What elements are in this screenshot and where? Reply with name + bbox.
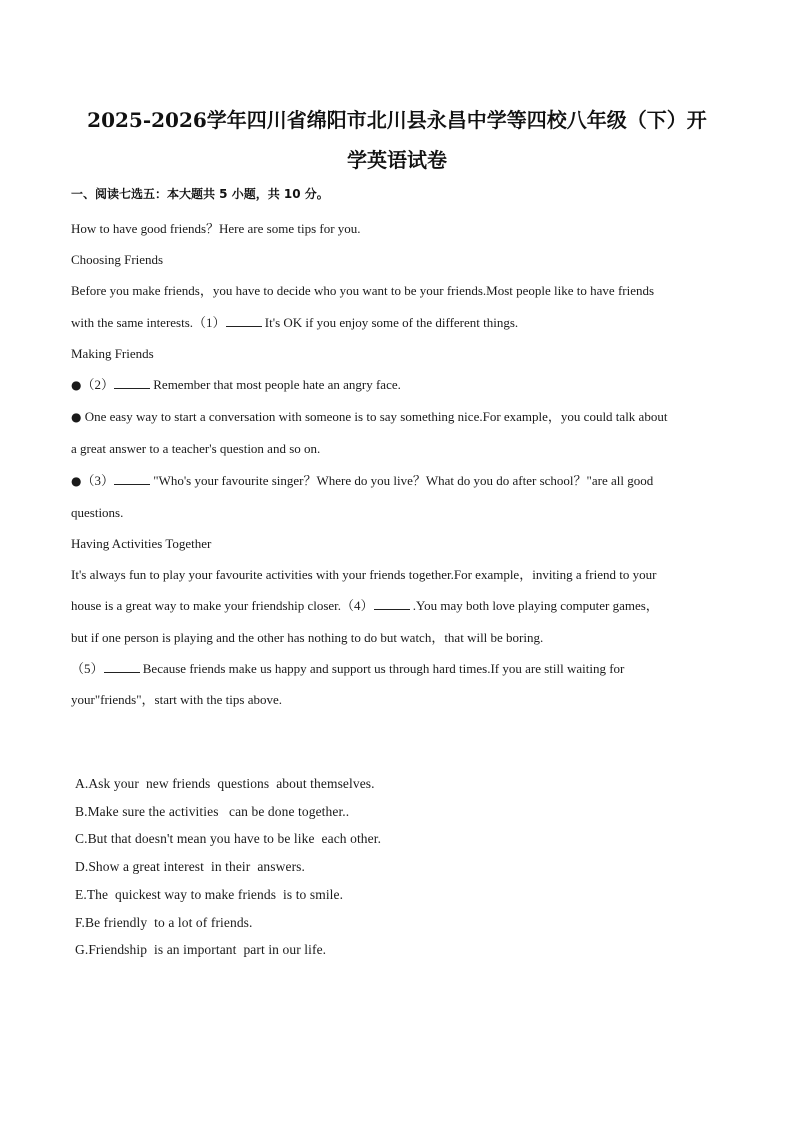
bullet-item-2-line1 [71, 401, 721, 433]
blank-5-label: （5） [71, 660, 104, 676]
answer-blank-4 [374, 597, 410, 610]
activities-line2-rest: .You may both love playing computer games， [409, 598, 659, 614]
blank-2-label: （2） [81, 377, 114, 393]
bullet-item-2-line2: a great answer to a teacher's question and so on. [71, 441, 321, 457]
answer-blank-3 [114, 472, 150, 485]
option-f: F.Be friendly to a lot of friends. [75, 914, 253, 930]
bullet-item-3-text: "Who's your favourite singer？Where do you live？What do you do after school？"are all good [150, 472, 654, 488]
bullet-icon: ● [71, 473, 82, 488]
bullet-item-2-text: One easy way to start a conversation with someone is to say something nice.For example，you could talk about [81, 409, 668, 425]
bullet-icon: ● [71, 410, 82, 425]
bullet-item-1-text: Remember that most people hate an angry face. [150, 377, 401, 393]
choosing-paragraph-line2 [71, 307, 721, 338]
activities-line3: but if one person is playing and the other has nothing to do but watch，that will be boring. [71, 629, 544, 645]
option-c: C.But that doesn't mean you have to be like each other. [75, 831, 382, 847]
answer-blank-5 [104, 660, 140, 673]
answer-blank-2 [114, 376, 150, 389]
exam-title-line2: 学英语试卷 [347, 148, 447, 172]
closing-line1-text: Because friends make us happy and support us through hard times.If you are still waiting for [139, 660, 625, 676]
bullet-item-1 [71, 369, 721, 401]
activities-heading: Having Activities Together [71, 536, 212, 552]
answer-blank-1 [226, 314, 262, 327]
exam-title [60, 100, 734, 180]
closing-line1 [71, 653, 721, 684]
activities-line2-text: house is a great way to make your friendship closer.（4） [71, 598, 374, 614]
choosing-paragraph-line2-rest: It's OK if you enjoy some of the different things. [261, 314, 519, 330]
bullet-item-3 [71, 465, 721, 497]
option-d: D.Show a great interest in their answers. [75, 859, 305, 875]
closing-line2: your"friends"，start with the tips above. [71, 692, 282, 708]
choosing-friends-heading: Choosing Friends [71, 252, 164, 268]
bullet-item-3-line2: questions. [71, 504, 124, 520]
reading-passage [71, 213, 721, 715]
option-a: A.Ask your new friends questions about themselves. [75, 776, 375, 791]
bullet-icon: ● [71, 378, 82, 393]
answer-options [75, 770, 715, 964]
option-e: E.The quickest way to make friends is to smile. [75, 886, 344, 902]
choosing-paragraph-line1: Before you make friends，you have to decide who you want to be your friends.Most people like to have friends [71, 283, 655, 299]
exam-title-line1: 2025-2026学年四川省绵阳市北川县永昌中学等四校八年级（下）开 [87, 108, 707, 132]
making-friends-heading: Making Friends [71, 345, 154, 361]
option-g: G.Friendship is an important part in our life. [75, 942, 327, 958]
section-heading: 一、阅读七选五：本大题共 5 小题，共 10 分。 [71, 187, 329, 201]
activities-line1: It's always fun to play your favourite activities with your friends together.For example，inviting a friend to your [71, 567, 657, 583]
blank-3-label: （3） [81, 472, 114, 488]
passage-intro: How to have good friends？Here are some tips for you. [71, 221, 361, 236]
blank-1-label: with the same interests.（1） [71, 314, 226, 330]
activities-line2 [71, 590, 721, 621]
option-b: B.Make sure the activities can be done together.. [75, 803, 350, 819]
